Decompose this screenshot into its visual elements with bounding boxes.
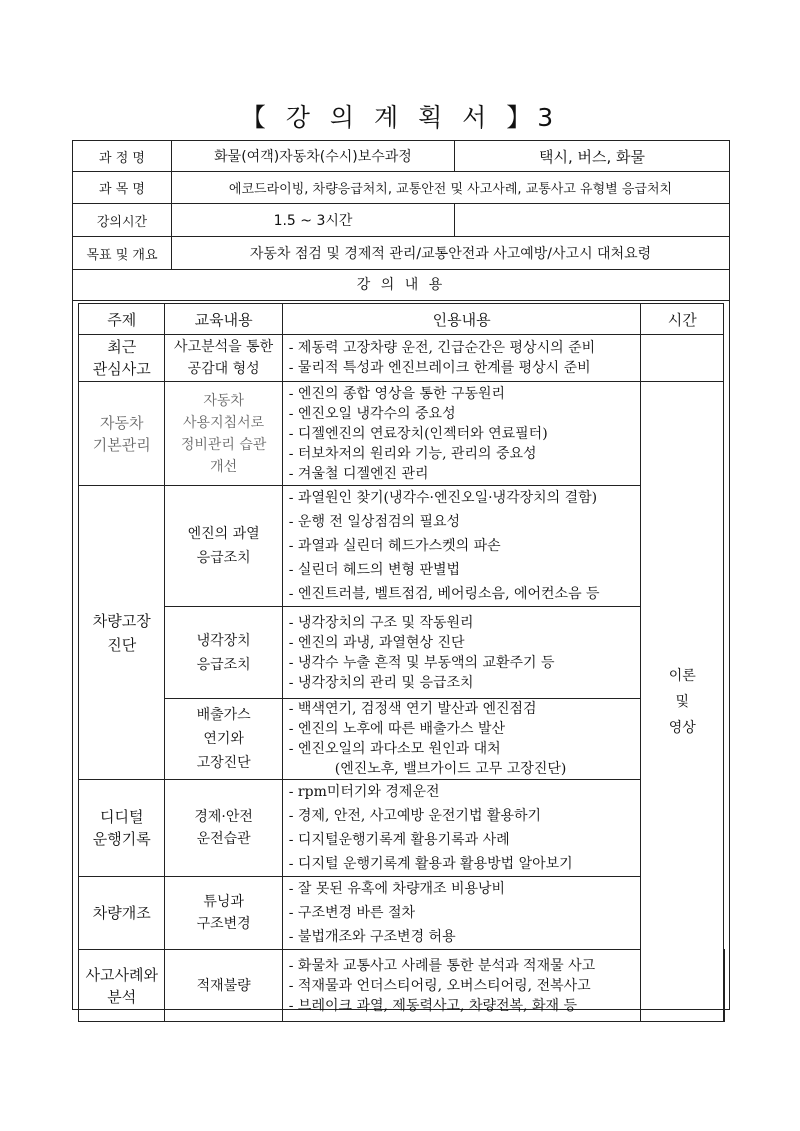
topic-cell	[79, 950, 165, 1022]
content-line: - 물리적 특성과 엔진브레이크 한계를 평상시 준비	[288, 360, 591, 376]
education-cell	[165, 607, 282, 699]
text-line: 최근	[107, 338, 137, 356]
content-cell	[282, 780, 641, 877]
table-row	[79, 607, 725, 699]
content-line: - 과열원인 찾기(냉각수·엔진오일·냉각장치의 결함)	[288, 490, 598, 506]
content-line: - 적재물과 언더스티어링, 오버스티어링, 전복사고	[288, 977, 591, 994]
education-cell	[165, 382, 282, 486]
text-line: 분석	[107, 987, 137, 1006]
content-line: - 냉각장치의 관리 및 응급조치	[288, 674, 474, 691]
content-cell	[282, 950, 641, 1022]
content-cell	[282, 486, 641, 607]
content-cell	[282, 335, 641, 382]
text-line: 배출가스	[196, 707, 251, 723]
text-line: 자동차	[203, 392, 244, 409]
education-cell	[165, 335, 282, 382]
table-row	[79, 335, 725, 382]
content-cell	[282, 877, 641, 950]
content-line: - 엔진의 종합 영상을 통한 구동원리	[288, 385, 506, 402]
text-line: 공감대 형성	[187, 361, 260, 377]
course-name-label: 과 정 명	[73, 141, 172, 172]
text-line: 연기와	[203, 731, 244, 747]
content-line: - rpm미터기와 경제운전	[288, 784, 440, 800]
text-line: 경제·안전	[194, 809, 253, 825]
content-line: - 엔진의 노후에 따른 배출가스 발산	[288, 721, 506, 737]
education-cell	[165, 877, 282, 950]
course-info-table	[72, 140, 730, 270]
lecture-time-label: 강의시간	[73, 204, 172, 237]
content-cell	[282, 607, 641, 699]
section-title: 강 의 내 용	[73, 270, 729, 301]
text-line: 정비관리 습관	[180, 436, 267, 453]
text-line: 개선	[210, 458, 238, 475]
content-line: - 엔진트러블, 벨트점검, 베어링소음, 에어컨소음 등	[288, 586, 600, 602]
content-line: - 제동력 고장차량 운전, 긴급순간은 평상시의 준비	[288, 340, 596, 356]
text-line: 적재불량	[196, 977, 251, 994]
content-cell	[282, 699, 641, 780]
content-line: - 불법개조와 구조변경 허용	[288, 929, 456, 945]
lecture-content-section	[72, 269, 730, 1014]
text-line: 기본관리	[92, 435, 151, 454]
content-line: - 경제, 안전, 사고예방 운전기법 활용하기	[288, 808, 542, 824]
education-cell	[165, 780, 282, 877]
header-content: 인용내용	[282, 304, 641, 335]
content-line: - 냉각장치의 구조 및 작동원리	[288, 614, 474, 631]
topic-cell	[79, 877, 165, 950]
content-line: - 냉각수 누출 흔적 및 부동액의 교환주기 등	[288, 654, 555, 671]
content-line: - 디지털운행기록계 활용기록과 사례	[288, 832, 510, 848]
header-topic: 주제	[79, 304, 165, 335]
content-line: - 운행 전 일상점검의 필요성	[288, 514, 461, 530]
content-line: - 디지털 운행기록계 활용과 활용방법 알아보기	[288, 856, 573, 872]
text-line: 운행기록	[92, 830, 151, 848]
content-line: - 터보차저의 원리와 기능, 관리의 중요성	[288, 445, 537, 462]
table-row	[79, 382, 725, 486]
text-line: 및	[675, 693, 689, 710]
text-line: 영상	[668, 719, 696, 736]
topic-cell	[79, 780, 165, 877]
text-line: 관심사고	[92, 360, 151, 378]
lecture-time-empty	[455, 204, 730, 237]
text-line: 디디털	[100, 808, 144, 826]
text-line: 고장진단	[196, 755, 251, 771]
text-line: 구조변경	[196, 916, 251, 932]
table-row	[79, 877, 725, 950]
content-line: - 엔진오일 냉각수의 중요성	[288, 405, 456, 422]
content-line: - 구조변경 바른 절차	[288, 905, 416, 921]
text-line: 자동차	[100, 413, 144, 432]
document-title: 【 강 의 계 획 서 】3	[240, 103, 560, 132]
content-line: - 디젤엔진의 연료장치(인젝터와 연료필터)	[288, 425, 548, 442]
lecture-time-value: 1.5 ~ 3시간	[172, 204, 455, 237]
time-cell-empty	[641, 335, 724, 382]
time-cell	[641, 382, 724, 1022]
text-line: 사고분석을 통한	[174, 339, 274, 355]
subject-label: 과 목 명	[73, 172, 172, 204]
content-line: - 브레이크 과열, 제동력사고, 차량전복, 화재 등	[288, 997, 577, 1014]
text-line: 차량고장	[92, 611, 151, 630]
content-line: (엔진노후, 밸브가이드 고무 고장진단)	[334, 761, 567, 777]
text-line: 튜닝과	[203, 894, 244, 910]
content-line: - 겨울철 디젤엔진 관리	[288, 465, 429, 482]
text-line: 이론	[668, 667, 696, 684]
content-line: - 엔진오일의 과다소모 원인과 대처	[288, 741, 501, 757]
topic-cell	[79, 486, 165, 780]
time-cell-empty-last	[724, 950, 725, 1022]
content-line: - 잘 못된 유혹에 차량개조 비용낭비	[288, 881, 506, 897]
text-line: 응급조치	[196, 656, 251, 673]
text-line: 사고사례와	[85, 965, 158, 984]
subject-value: 에코드라이빙, 차량응급처치, 교통안전 및 사고사례, 교통사고 유형별 응급처치	[172, 172, 730, 204]
content-line: - 실린더 헤드의 변형 판별법	[288, 562, 461, 578]
topic-cell	[79, 382, 165, 486]
goal-label: 목표 및 개요	[73, 237, 172, 270]
lecture-content-table	[78, 303, 725, 1022]
content-line: - 화물차 교통사고 사례를 통한 분석과 적재물 사고	[288, 957, 596, 974]
education-cell	[165, 699, 282, 780]
table-row	[79, 950, 725, 1022]
course-name-value: 화물(여객)자동차(수시)보수과정	[172, 141, 455, 172]
content-line: - 과열과 실린더 헤드가스켓의 파손	[288, 538, 501, 554]
text-line: 응급조치	[196, 550, 251, 566]
table-row	[79, 486, 725, 607]
table-row	[79, 780, 725, 877]
text-line: 사용지침서로	[183, 414, 265, 431]
header-time: 시간	[641, 304, 724, 335]
header-education: 교육내용	[165, 304, 282, 335]
topic-cell	[79, 335, 165, 382]
content-cell	[282, 382, 641, 486]
text-line: 차량개조	[92, 904, 151, 922]
course-target-value: 택시, 버스, 화물	[455, 141, 730, 172]
text-line: 엔진의 과열	[187, 526, 260, 542]
text-line: 운전습관	[196, 831, 251, 847]
education-cell	[165, 950, 282, 1022]
text-line: 냉각장치	[196, 632, 251, 649]
content-line: - 백색연기, 검정색 연기 발산과 엔진점검	[288, 701, 537, 717]
text-line: 진단	[107, 635, 137, 654]
goal-value: 자동차 점검 및 경제적 관리/교통안전과 사고예방/사고시 대처요령	[172, 237, 730, 270]
content-line: - 엔진의 과냉, 과열현상 진단	[288, 634, 465, 651]
education-cell	[165, 486, 282, 607]
table-row	[79, 699, 725, 780]
